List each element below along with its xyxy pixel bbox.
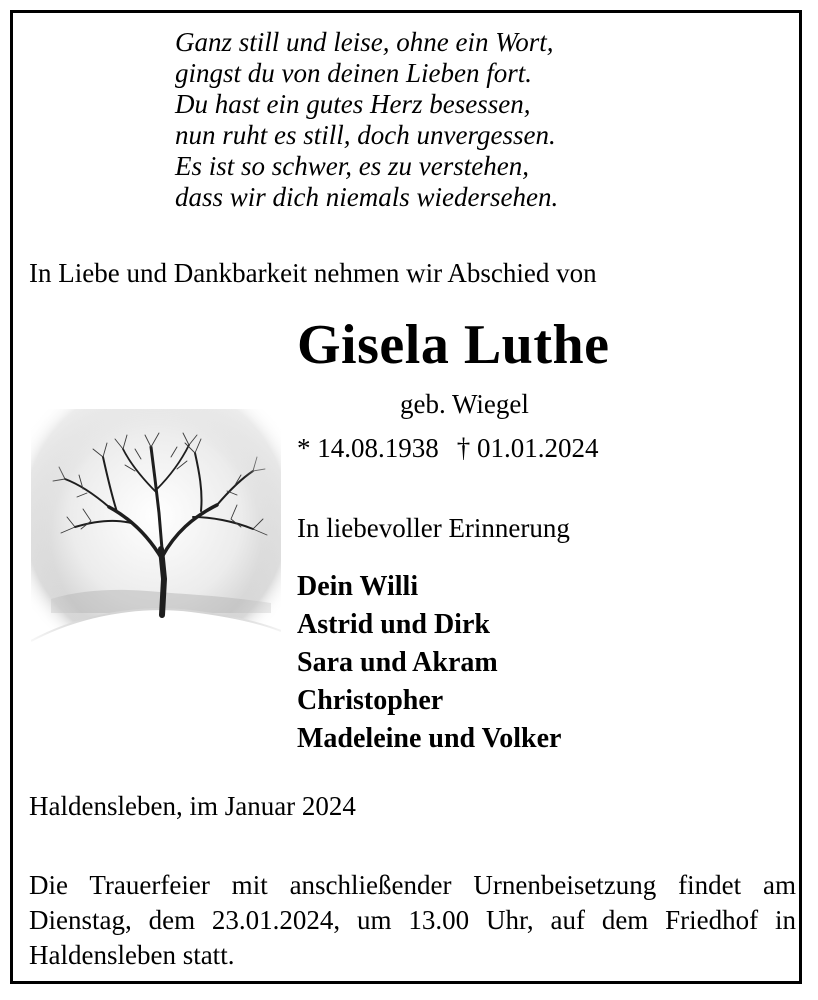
place-date: Haldensleben, im Januar 2024 (29, 791, 356, 821)
death-date: † 01.01.2024 (456, 433, 599, 463)
deceased-name: Gisela Luthe (297, 314, 610, 376)
poem-line: nun ruht es still, doch unvergessen. (175, 120, 556, 150)
life-dates (297, 433, 599, 464)
memory-line: In liebevoller Erinnerung (297, 513, 570, 543)
service-info: Die Trauerfeier mit anschließender Urnenbeisetzung findet am Dienstag, dem 23.01.2024, um 13.00 Uhr, auf dem Friedhof in Haldensleben statt. (29, 870, 796, 970)
poem-line: dass wir dich niemals wiedersehen. (175, 182, 559, 212)
family-member: Dein Willi (297, 571, 419, 602)
family-member: Christopher (297, 685, 444, 716)
birth-date: * 14.08.1938 (297, 433, 439, 463)
obituary-notice (10, 10, 802, 984)
poem-line: gingst du von deinen Lieben fort. (175, 58, 532, 88)
poem-line: Du hast ein gutes Herz besessen, (175, 89, 531, 119)
family-member: Madeleine und Volker (297, 723, 562, 754)
family-member: Astrid und Dirk (297, 609, 490, 640)
maiden-name: geb. Wiegel (400, 389, 529, 419)
poem (175, 27, 558, 213)
family-list (297, 568, 561, 758)
poem-line: Ganz still und leise, ohne ein Wort, (175, 27, 554, 57)
intro-text: In Liebe und Dankbarkeit nehmen wir Abschied von (29, 258, 597, 288)
poem-line: Es ist so schwer, es zu verstehen, (175, 151, 529, 181)
winter-tree-image (31, 409, 281, 664)
family-member: Sara und Akram (297, 647, 498, 678)
